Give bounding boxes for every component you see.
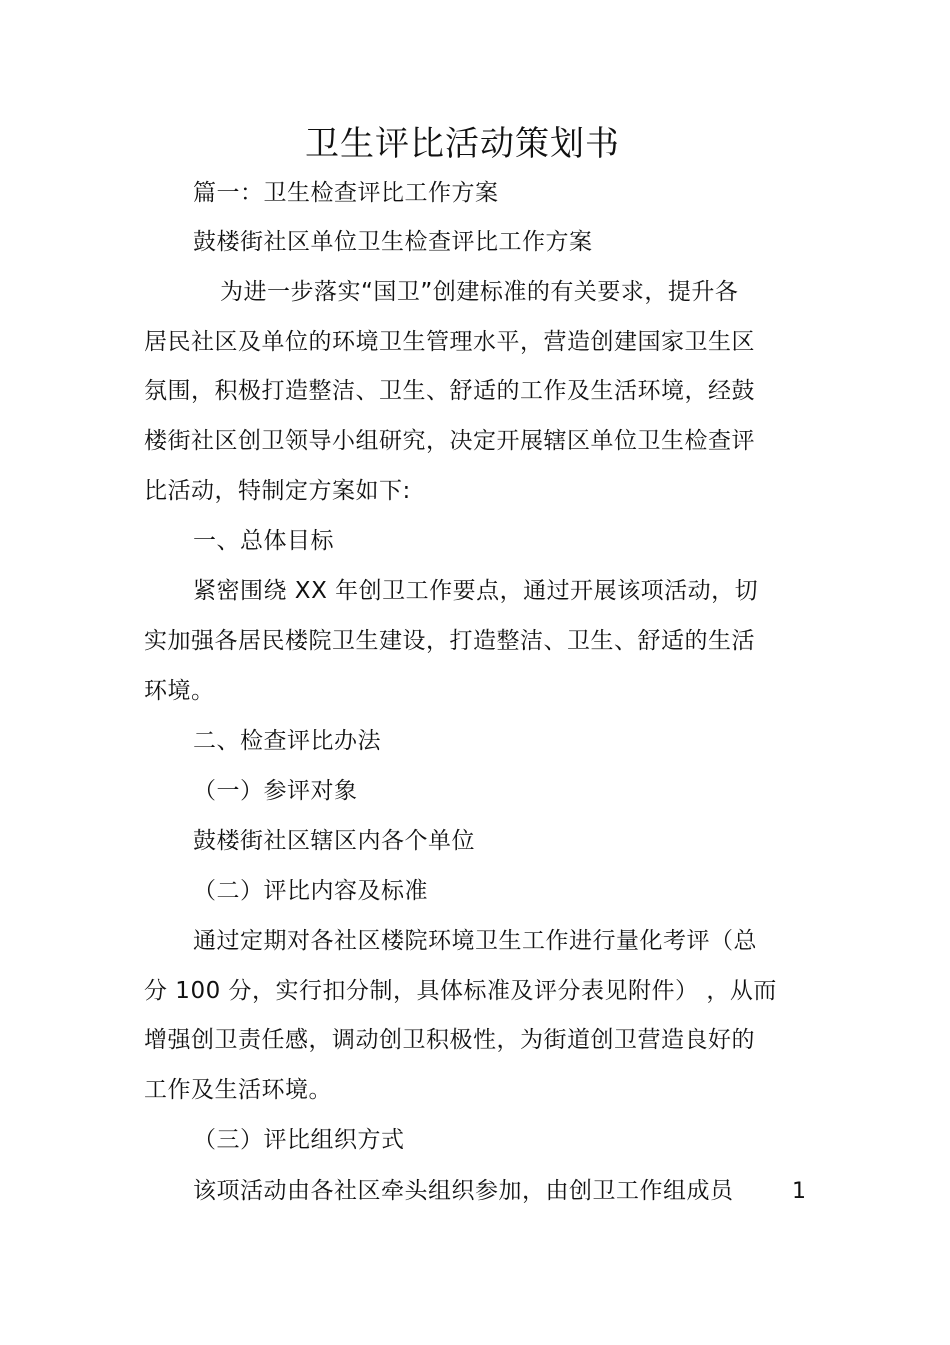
paragraph-line: 环境。 [144,678,215,704]
paragraph-line: 实加强各居民楼院卫生建设，打造整洁、卫生、舒适的生活 [144,628,755,654]
subsection-heading: （二）评比内容及标准 [193,878,428,904]
paragraph-line: 比活动，特制定方案如下: [144,478,411,504]
section-heading-part-one: 篇一：卫生检查评比工作方案 [193,180,499,206]
paragraph-line: 增强创卫责任感，调动创卫积极性，为街道创卫营造良好的 [144,1027,755,1053]
section-heading-goal: 一、总体目标 [193,528,334,554]
page-number: 1 [792,1179,806,1204]
paragraph-line: 紧密围绕 XX 年创卫工作要点，通过开展该项活动，切 [193,578,759,604]
paragraph-line: 居民社区及单位的环境卫生管理水平，营造创建国家卫生区 [144,329,755,355]
subtitle-line: 鼓楼街社区单位卫生检查评比工作方案 [193,229,593,255]
subsection-heading: （三）评比组织方式 [193,1127,405,1153]
paragraph-line: 氛围，积极打造整洁、卫生、舒适的工作及生活环境，经鼓 [144,378,755,404]
subsection-heading: （一）参评对象 [193,778,358,804]
paragraph-line: 为进一步落实“国卫”创建标准的有关要求，提升各 [220,279,739,305]
document-title: 卫生评比活动策划书 [305,124,620,164]
section-heading-method: 二、检查评比办法 [193,728,381,754]
paragraph-line: 工作及生活环境。 [144,1077,332,1103]
paragraph-line: 分 100 分，实行扣分制，具体标准及评分表见附件） ，从而 [144,978,777,1004]
paragraph-line: 通过定期对各社区楼院环境卫生工作进行量化考评（总 [193,928,757,954]
paragraph-line: 该项活动由各社区牵头组织参加，由创卫工作组成员 [193,1178,734,1204]
paragraph-line: 鼓楼街社区辖区内各个单位 [193,828,475,854]
paragraph-line: 楼街社区创卫领导小组研究，决定开展辖区单位卫生检查评 [144,428,755,454]
